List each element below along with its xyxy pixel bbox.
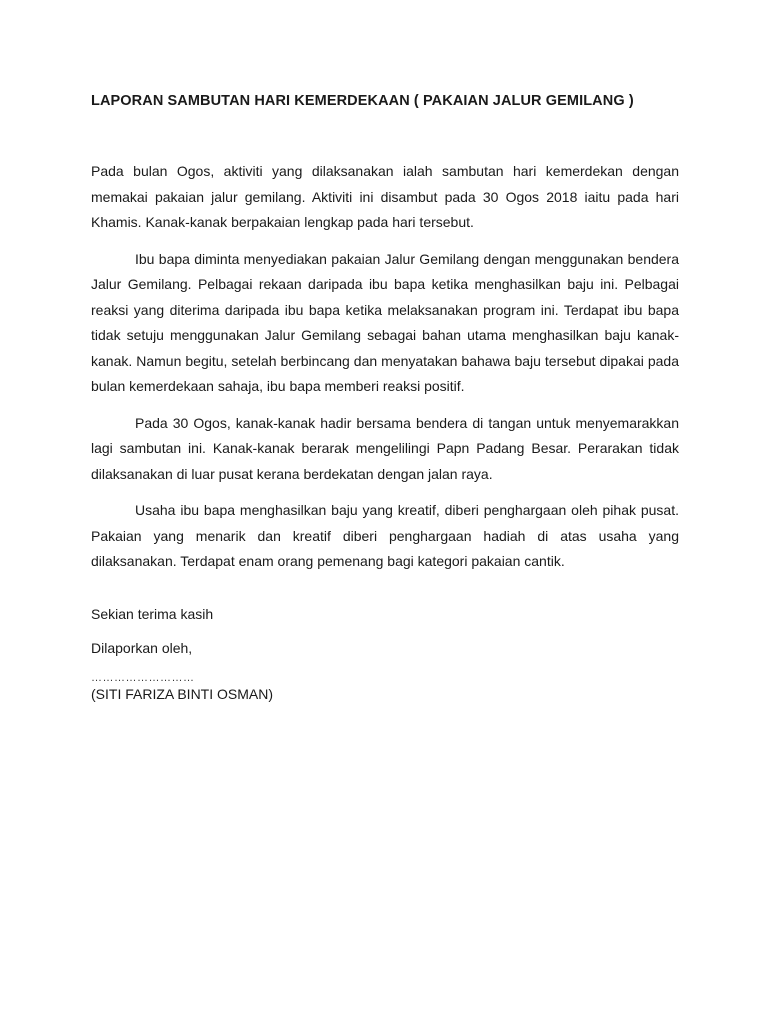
signatory-name: (SITI FARIZA BINTI OSMAN) <box>91 686 274 702</box>
paragraph-2: Ibu bapa diminta menyediakan pakaian Jalur Gemilang dengan menggunakan bendera Jalur Gemilang. Pelbagai rekaan daripada ibu bapa ketika menghasilkan baju ini. Pelbagai reaksi yang diterima daripada ibu bapa ketika melaksanakan program ini. Terdapat ibu bapa tidak setuju menggunakan Jalur Gemilang sebagai bahan utama menghasilkan baju kanak-kanak. Namun begitu, setelah berbincang dan menyatakan bahawa baju tersebut dipakai pada bulan kemerdekaan sahaja, ibu bapa memberi reaksi positif. <box>91 250 679 394</box>
closing-block <box>91 604 213 672</box>
closing-text: Sekian terima kasih <box>91 606 214 622</box>
paragraph-3: Pada 30 Ogos, kanak-kanak hadir bersama bendera di tangan untuk menyemarakkan lagi sambutan ini. Kanak-kanak berarak mengelilingi Papn Padang Besar. Perarakan tidak dilaksanakan di luar pusat kerana berdekatan dengan jalan raya. <box>91 414 679 482</box>
report-title: LAPORAN SAMBUTAN HARI KEMERDEKAAN ( PAKAIAN JALUR GEMILANG ) <box>91 93 634 109</box>
paragraph-1: Pada bulan Ogos, aktiviti yang dilaksanakan ialah sambutan hari kemerdekan dengan memakai pakaian jalur gemilang. Aktiviti ini disambut pada 30 Ogos 2018 iaitu pada hari Khamis. Kanak-kanak berpakaian lengkap pada hari tersebut. <box>91 163 679 230</box>
paragraph-4: Usaha ibu bapa menghasilkan baju yang kreatif, diberi penghargaan oleh pihak pusat. Pakaian yang menarik dan kreatif diberi penghargaan hadiah di atas usaha yang dilaksanakan. Terdapat enam orang pemenang bagi kategori pakaian cantik. <box>91 502 679 569</box>
signature-line: ……………………… <box>91 672 195 684</box>
report-body <box>91 159 679 586</box>
reported-by-text: Dilaporkan oleh, <box>91 640 193 656</box>
